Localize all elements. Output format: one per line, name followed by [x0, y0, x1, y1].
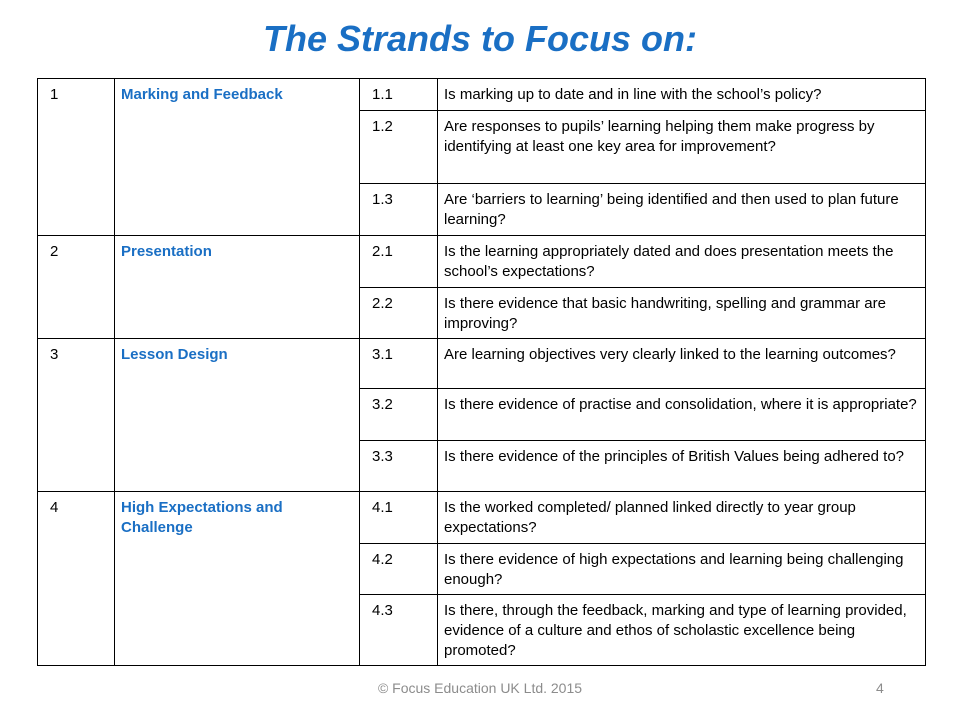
item-code: 4.1 [360, 492, 438, 544]
item-question: Are responses to pupils’ learning helping them make progress by identifying at least one key area for improvement? [438, 111, 926, 184]
footer-copyright: © Focus Education UK Ltd. 2015 [377, 680, 583, 696]
page-title: The Strands to Focus on: [262, 18, 697, 59]
item-code: 2.1 [360, 236, 438, 288]
item-question: Is there evidence of the principles of British Values being adhered to? [438, 441, 926, 492]
item-code: 1.3 [360, 184, 438, 236]
strands-table [37, 78, 926, 666]
strand-number: 4 [38, 492, 115, 666]
item-question: Is there evidence of high expectations and learning being challenging enough? [438, 544, 926, 595]
item-question: Is there evidence of practise and consolidation, where it is appropriate? [438, 389, 926, 441]
item-code: 4.3 [360, 595, 438, 666]
table-row [38, 79, 926, 111]
strand-name: Presentation [115, 236, 360, 339]
table-row [38, 339, 926, 389]
strand-name: Marking and Feedback [115, 79, 360, 236]
item-code: 3.3 [360, 441, 438, 492]
item-code: 2.2 [360, 288, 438, 339]
item-code: 3.2 [360, 389, 438, 441]
item-question: Are ‘barriers to learning’ being identified and then used to plan future learning? [438, 184, 926, 236]
table-row [38, 236, 926, 288]
item-question: Are learning objectives very clearly linked to the learning outcomes? [438, 339, 926, 389]
strand-number: 1 [38, 79, 115, 236]
strand-name: Lesson Design [115, 339, 360, 492]
item-question: Is the learning appropriately dated and does presentation meets the school’s expectations? [438, 236, 926, 288]
table-row [38, 492, 926, 544]
strand-name: High Expectations and Challenge [115, 492, 360, 666]
item-code: 4.2 [360, 544, 438, 595]
item-code: 1.1 [360, 79, 438, 111]
item-question: Is marking up to date and in line with the school’s policy? [438, 79, 926, 111]
item-code: 1.2 [360, 111, 438, 184]
item-question: Is there evidence that basic handwriting, spelling and grammar are improving? [438, 288, 926, 339]
item-question: Is the worked completed/ planned linked directly to year group expectations? [438, 492, 926, 544]
strand-number: 3 [38, 339, 115, 492]
item-question: Is there, through the feedback, marking and type of learning provided, evidence of a culture and ethos of scholastic excellence being promoted? [438, 595, 926, 666]
strand-number: 2 [38, 236, 115, 339]
item-code: 3.1 [360, 339, 438, 389]
page-number: 4 [876, 680, 884, 696]
